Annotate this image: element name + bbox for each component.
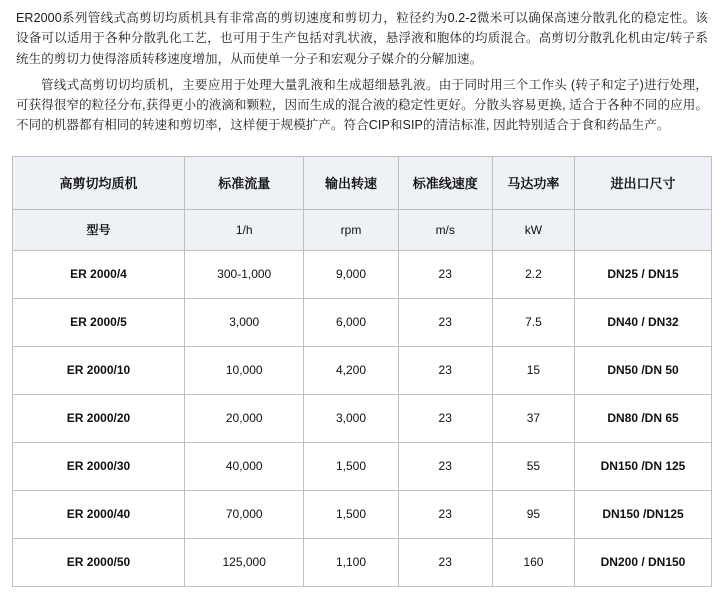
cell-model: ER 2000/30 bbox=[13, 442, 185, 490]
cell-line-speed: 23 bbox=[398, 346, 492, 394]
cell-model: ER 2000/50 bbox=[13, 538, 185, 586]
cell-speed: 1,500 bbox=[304, 490, 398, 538]
cell-line-speed: 23 bbox=[398, 442, 492, 490]
cell-port-size: DN40 / DN32 bbox=[575, 298, 712, 346]
cell-model: ER 2000/40 bbox=[13, 490, 185, 538]
cell-line-speed: 23 bbox=[398, 250, 492, 298]
column-header-power: 马达功率 bbox=[492, 156, 574, 209]
cell-flow: 300-1,000 bbox=[185, 250, 304, 298]
cell-power: 37 bbox=[492, 394, 574, 442]
cell-speed: 4,200 bbox=[304, 346, 398, 394]
table-row bbox=[13, 394, 712, 442]
cell-port-size: DN50 /DN 50 bbox=[575, 346, 712, 394]
cell-speed: 3,000 bbox=[304, 394, 398, 442]
spec-table-wrapper bbox=[0, 142, 724, 587]
unit-line-speed: m/s bbox=[398, 209, 492, 250]
cell-port-size: DN80 /DN 65 bbox=[575, 394, 712, 442]
spec-table bbox=[12, 156, 712, 587]
table-row bbox=[13, 490, 712, 538]
table-row bbox=[13, 250, 712, 298]
column-header-model: 高剪切均质机 bbox=[13, 156, 185, 209]
cell-power: 2.2 bbox=[492, 250, 574, 298]
unit-flow: 1/h bbox=[185, 209, 304, 250]
table-header-row bbox=[13, 156, 712, 209]
cell-speed: 6,000 bbox=[304, 298, 398, 346]
unit-model: 型号 bbox=[13, 209, 185, 250]
cell-power: 15 bbox=[492, 346, 574, 394]
table-row bbox=[13, 538, 712, 586]
cell-flow: 20,000 bbox=[185, 394, 304, 442]
column-header-line-speed: 标准线速度 bbox=[398, 156, 492, 209]
table-row bbox=[13, 346, 712, 394]
cell-speed: 9,000 bbox=[304, 250, 398, 298]
table-units-row bbox=[13, 209, 712, 250]
cell-port-size: DN150 /DN125 bbox=[575, 490, 712, 538]
cell-power: 55 bbox=[492, 442, 574, 490]
cell-speed: 1,500 bbox=[304, 442, 398, 490]
cell-port-size: DN25 / DN15 bbox=[575, 250, 712, 298]
intro-paragraph-1: ER2000系列管线式高剪切均质机具有非常高的剪切速度和剪切力，粒径约为0.2-2微米可以确保高速分散乳化的稳定性。该设备可以适用于各种分散乳化工艺，也可用于生产包括对乳状液，悬浮液和胞体的均质混合。高剪切分散乳化机由定/转子系统生的剪切力使得溶质转移速度增加，从而使单一分子和宏观分子媒介的分解加速。 bbox=[16, 11, 708, 66]
unit-speed: rpm bbox=[304, 209, 398, 250]
column-header-speed: 输出转速 bbox=[304, 156, 398, 209]
cell-line-speed: 23 bbox=[398, 538, 492, 586]
cell-model: ER 2000/10 bbox=[13, 346, 185, 394]
cell-line-speed: 23 bbox=[398, 394, 492, 442]
table-row bbox=[13, 298, 712, 346]
cell-port-size: DN150 /DN 125 bbox=[575, 442, 712, 490]
intro-section bbox=[0, 0, 724, 136]
cell-power: 95 bbox=[492, 490, 574, 538]
cell-line-speed: 23 bbox=[398, 490, 492, 538]
cell-flow: 40,000 bbox=[185, 442, 304, 490]
cell-flow: 70,000 bbox=[185, 490, 304, 538]
intro-paragraph-2: 管线式高剪切切均质机，主要应用于处理大量乳液和生成超细悬乳液。由于同时用三个工作头 (转子和定子)进行处理，可获得很窄的粒径分布,获得更小的液滴和颗粒，因而生成的混合液的稳定性更好。分散头容易更换, 适合于各种不同的应用。不同的机器都有相同的转速和剪切率，这样便于规模扩产。符合CIP和SIP的清洁标准, 因此特别适合于食和药品生产。 bbox=[16, 77, 708, 133]
cell-power: 7.5 bbox=[492, 298, 574, 346]
unit-power: kW bbox=[492, 209, 574, 250]
column-header-flow: 标准流量 bbox=[185, 156, 304, 209]
unit-port-size bbox=[575, 209, 712, 250]
cell-speed: 1,100 bbox=[304, 538, 398, 586]
cell-flow: 3,000 bbox=[185, 298, 304, 346]
table-row bbox=[13, 442, 712, 490]
cell-power: 160 bbox=[492, 538, 574, 586]
cell-model: ER 2000/5 bbox=[13, 298, 185, 346]
cell-flow: 10,000 bbox=[185, 346, 304, 394]
cell-port-size: DN200 / DN150 bbox=[575, 538, 712, 586]
cell-flow: 125,000 bbox=[185, 538, 304, 586]
cell-model: ER 2000/20 bbox=[13, 394, 185, 442]
column-header-port-size: 进出口尺寸 bbox=[575, 156, 712, 209]
cell-model: ER 2000/4 bbox=[13, 250, 185, 298]
cell-line-speed: 23 bbox=[398, 298, 492, 346]
